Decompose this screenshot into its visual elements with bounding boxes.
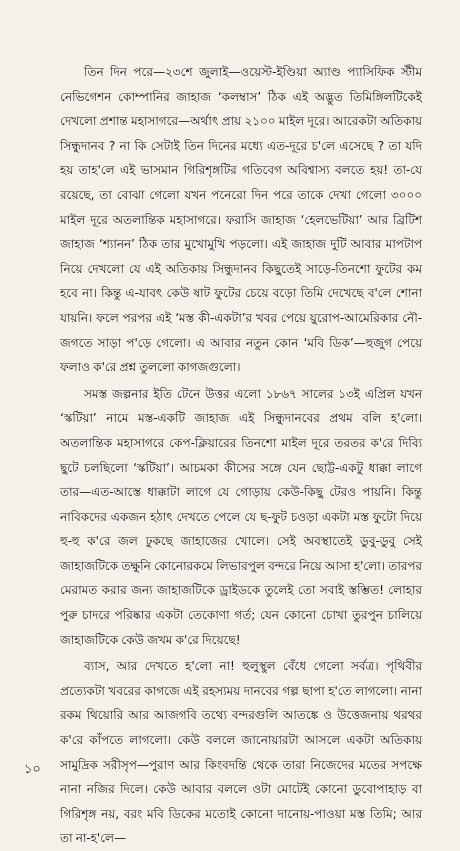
paragraph-3: ব্যাস, আর দেখতে হ'লো না! হুলুস্থুল বেঁধে গেলো সর্বত্র। পৃথিবীর প্রত্যেকটা খবরের কাগজে এই রহস্যময় দানবের গল্প ছাপা হ'তে লাগলো। নানা রকম থিয়োরি আর আজগবি তথ্যে বন্দরগুলি আতঙ্কে ও উত্তেজনায় থরথর ক'রে কাঁপতে লাগলো। কেউ বললে জানোয়ারটা আসলে একটা অতিকায় সামুদ্রিক সরীসৃপ—পুরাণ আর কিংবদন্তি থেকে তারা নিজেদের মতের সপক্ষে নানা নজির দিলে। কেউ আবার বললে ওটা মোটেই কোনো ডুবোপাহাড় বা গিরিশৃঙ্গ নয়, বরং মবি ডিকের মতোই কোনো দানোয়-পাওয়া মস্ত তিমি; আর তা না-হ'লে— bbox=[60, 659, 422, 846]
paragraph-2: সমস্ত জল্পনার ইতি টেনে উত্তর এলো ১৮৬৭ সালের ১৩ই এপ্রিল যখন ‘স্কটিয়া’ নামে মস্ত-একটি জাহাজ এই সিন্ধুদানবের প্রথম বলি হ'লো। অতলান্তিক মহাসাগরে কেপ-ক্লিয়ারের তিনশো মাইল দূরে তরতর ক'রে দিব্যি ছুটে চলছিলো ‘স্কটিয়া’। আচমকা কীসের সঙ্গে যেন ছোট্ট-একটু ধাক্কা লাগে তার—এত-আস্তে ধাক্কাটা লাগে যে গোড়ায় কেউ-কিছু টেরও পায়নি। কিন্তু নাবিকদের একজন হঠাৎ দেখতে পেলে যে ছ-ফুট চওড়া একটা মস্ত ফুটো দিয়ে হু-হু ক'রে জল ঢুকছে জাহাজের খোলে। সেই অবস্থাতেই ডুবু-ডুবু সেই জাহাজটিকে তক্ষুনি কোনোরকমে লিভারপুল বন্দরে নিয়ে আসা হ'লো। তারপর মেরামত করার জন্য জাহাজটিকে ড্রাইডকে তুলেই তো সবাই স্তম্ভিত! লোহার পুরু চাদরে পরিষ্কার একটা তেকোণা গর্ত; যেন কোনো চোখা তুরপুন চালিয়ে জাহাজটিকে কেউ জখম ক'রে দিয়েছে! bbox=[60, 386, 422, 647]
paragraph-1: তিন দিন পরে—২৩শে জুলাই—ওয়েস্ট-ইণ্ডিয়া অ্যাণ্ড প্যাসিফিক স্টীম নেভিগেশন কোম্পানির জাহাজ ‘কলম্বাস’ ঠিক এই অদ্ভুত তিমিঙ্গিলটিকেই দেখলো প্রশান্ত মহাসাগরে—অর্থাৎ প্রায় ২১০০ মাইল দূরে। আরেকটা অতিকায় সিন্ধুদানব ? না কি সেটাই তিন দিনের মধ্যে এত-দূরে চ'লে এসেছে ? তা যদি হয় তাহ'লে এই ভাসমান গিরিশৃঙ্গটির গতিবেগ অবিশ্বাস্য বলতে হয়! তা-যে রয়েছে, তা বোঝা গেলো যখন পনেরো দিন পরে তাকে দেখা গেলো ৩০০০ মাইল দূরে অতলান্তিক মহাসাগরে। ফরাসি জাহাজ ‘হেলভেটিয়া’ আর ব্রিটিশ জাহাজ ‘শ্যানন’ ঠিক তার মুখোমুখি পড়লো। এই জাহাজ দুটি আবার মাপটাপ নিয়ে দেখলো যে এই অতিকায় সিন্ধুদানব কিছুতেই সাড়ে-তিনশো ফুটের কম হবে না। কিন্তু এ-যাবৎ কেউ ষাট ফুটের চেয়ে বড়ো তিমি দেখেছে ব'লে শোনা যায়নি। ফলে পরপর এই ‘মস্ত কী-একটা’র খবর পেয়ে য়ুরোপ-আমেরিকার নৌ-জগতে সাড়া প'ড়ে গেলো। এ আবার নতুন কোন ‘মবি ডিক’—হুজুগ পেয়ে ফলাও ক'রে প্রশ্ন তুললো কাগজগুলো। bbox=[60, 65, 422, 375]
page-number: ১০ bbox=[24, 762, 41, 777]
